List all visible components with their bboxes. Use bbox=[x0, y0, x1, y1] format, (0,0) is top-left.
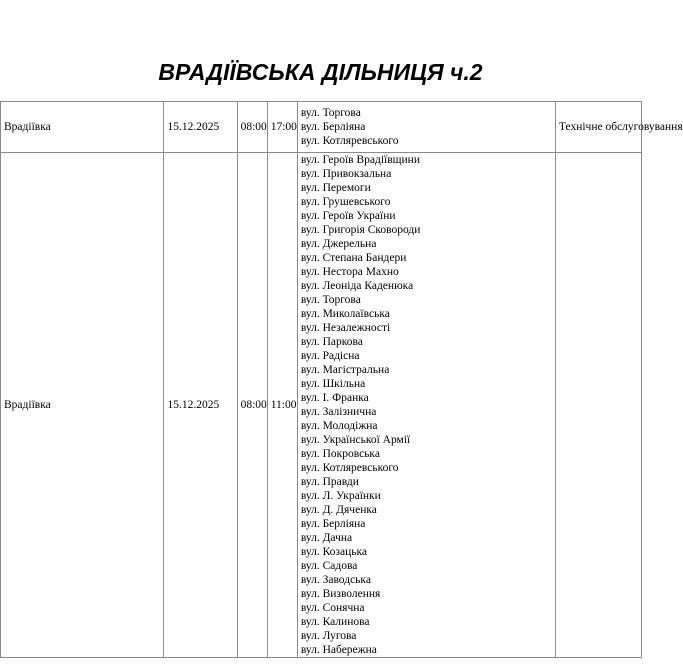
street-item: вул. Козацька bbox=[300, 546, 367, 558]
street-item: вул. Магістральна bbox=[300, 364, 390, 376]
street-item: вул. Д. Дяченка bbox=[300, 504, 377, 516]
street-item: вул. Степана Бандери bbox=[300, 252, 407, 264]
outage-schedule-table bbox=[0, 101, 683, 658]
street-item: вул. Лугова bbox=[300, 630, 357, 642]
street-item: вул. Торгова bbox=[300, 294, 361, 306]
locality-cell: Врадіївка bbox=[1, 102, 164, 153]
streets-cell bbox=[297, 153, 555, 658]
street-item: вул. Героїв України bbox=[300, 210, 396, 222]
street-item: вул. Залізнична bbox=[300, 406, 377, 418]
street-item: вул. Калинова bbox=[300, 616, 370, 628]
street-item: вул. Молодіжна bbox=[300, 420, 378, 432]
reason-cell: Технічне обслуговування bbox=[555, 102, 641, 153]
street-list bbox=[301, 153, 552, 657]
street-item: вул. Привокзальна bbox=[300, 168, 392, 180]
street-item: вул. Шкільна bbox=[300, 378, 366, 390]
time-from-cell: 08:00 bbox=[237, 102, 267, 153]
street-item: вул. Миколаївська bbox=[300, 308, 390, 320]
date-cell: 15.12.2025 bbox=[164, 102, 237, 153]
street-item: вул. Правди bbox=[300, 476, 359, 488]
street-item: вул. Грушевського bbox=[300, 196, 391, 208]
street-item: вул. Покровська bbox=[300, 448, 380, 460]
street-item: вул. Джерельна bbox=[300, 238, 377, 250]
street-item: вул. Котляревського bbox=[300, 462, 399, 474]
street-item: вул. Визволення bbox=[300, 588, 381, 600]
street-item: вул. Перемоги bbox=[300, 182, 371, 194]
street-item: вул. Котляревського bbox=[300, 135, 399, 147]
street-item: вул. Л. Українки bbox=[300, 490, 381, 502]
street-item: вул. Дачна bbox=[300, 532, 353, 544]
street-item: вул. Паркова bbox=[300, 336, 363, 348]
time-to-cell: 17:00 bbox=[267, 102, 297, 153]
locality-cell: Врадіївка bbox=[1, 153, 164, 658]
street-item: вул. Нестора Махно bbox=[300, 266, 399, 278]
street-item: вул. Сонячна bbox=[300, 602, 365, 614]
table-row bbox=[1, 153, 642, 658]
date-cell: 15.12.2025 bbox=[164, 153, 237, 658]
street-item: вул. Григорія Сковороди bbox=[300, 224, 421, 236]
street-item: вул. Радісна bbox=[300, 350, 360, 362]
street-item: вул. І. Франка bbox=[300, 392, 369, 404]
street-item: вул. Героїв Врадіївщини bbox=[300, 154, 420, 166]
streets-cell bbox=[297, 102, 555, 153]
reason-cell bbox=[555, 153, 641, 658]
street-item: вул. Берліяна bbox=[300, 121, 366, 133]
street-item: вул. Української Армії bbox=[300, 434, 411, 446]
time-from-cell: 08:00 bbox=[237, 153, 267, 658]
time-to-cell: 11:00 bbox=[267, 153, 297, 658]
street-item: вул. Незалежності bbox=[300, 322, 391, 334]
page-title: ВРАДІЇВСЬКА ДІЛЬНИЦЯ ч.2 bbox=[158, 59, 483, 85]
street-item: вул. Заводська bbox=[300, 574, 371, 586]
street-list bbox=[301, 106, 552, 148]
street-item: вул. Набережна bbox=[300, 644, 377, 656]
table-row bbox=[1, 102, 642, 153]
street-item: вул. Торгова bbox=[300, 107, 361, 119]
street-item: вул. Леоніда Каденюка bbox=[300, 280, 414, 292]
street-item: вул. Берліяна bbox=[300, 518, 366, 530]
street-item: вул. Садова bbox=[300, 560, 358, 572]
